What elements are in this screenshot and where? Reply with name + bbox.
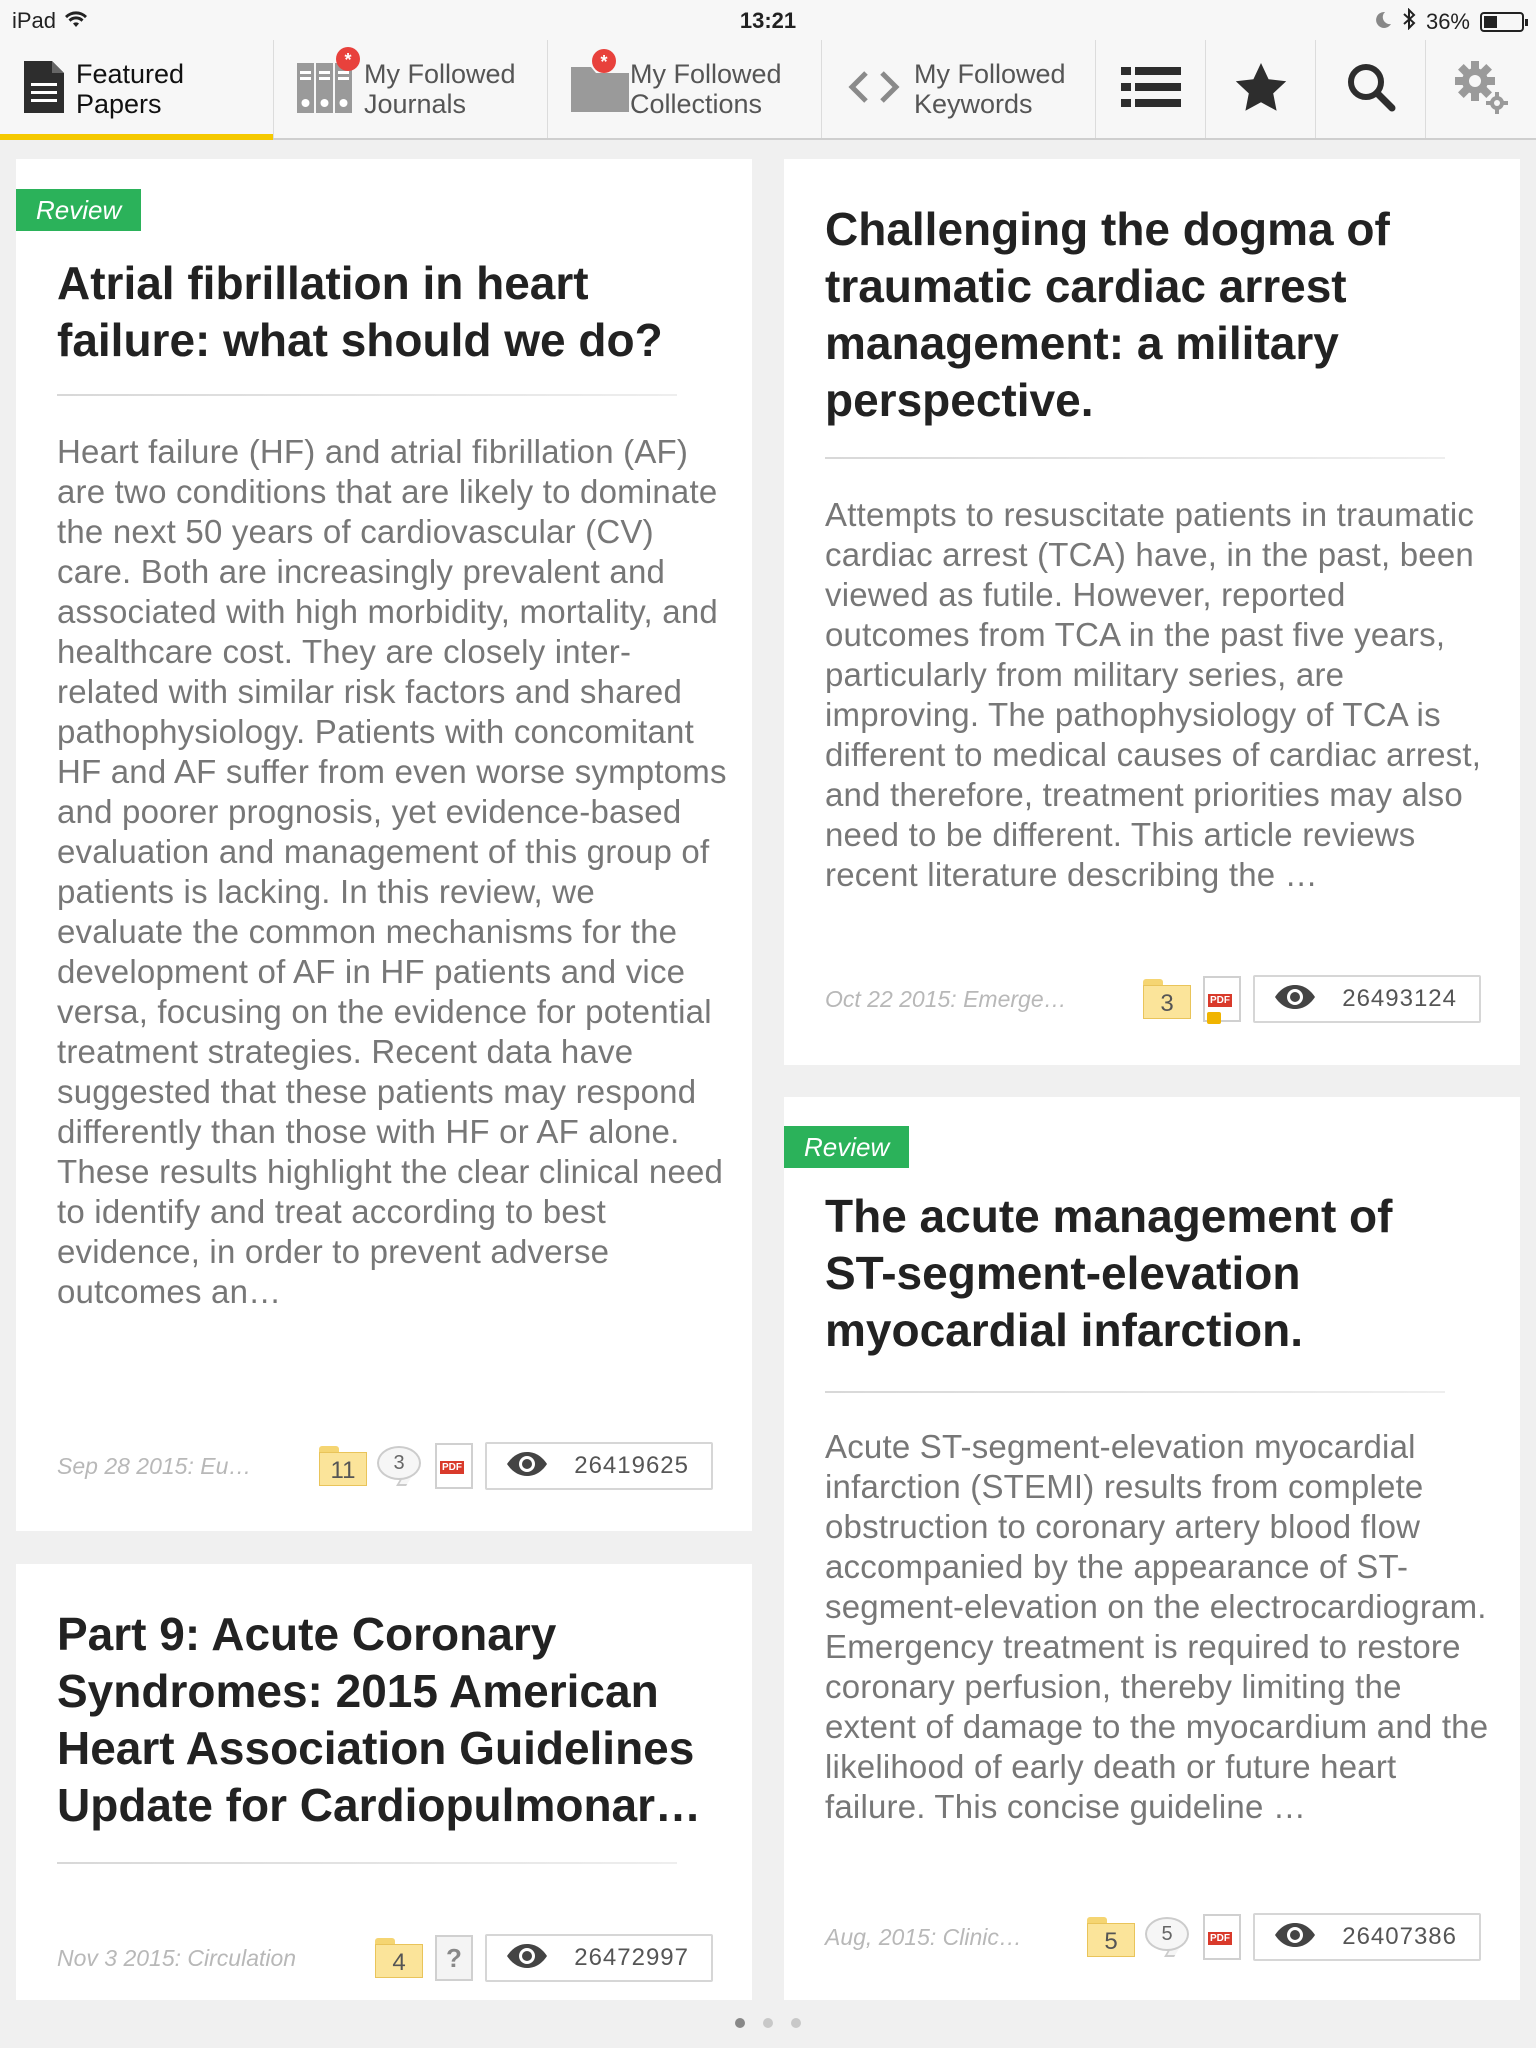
views-counter xyxy=(1253,1913,1481,1961)
pdf-icon[interactable]: PDF xyxy=(1203,1914,1241,1960)
favorites-button[interactable] xyxy=(1206,40,1316,138)
paper-title: The acute management of ST-segment-elevation myocardial infarction. xyxy=(825,1190,1393,1356)
tab-followed-journals[interactable] xyxy=(274,40,548,138)
bluetooth-icon xyxy=(1402,8,1416,36)
paper-title: Atrial fibrillation in heart failure: what should we do? xyxy=(57,257,663,366)
settings-icon xyxy=(1453,59,1509,120)
pdf-icon[interactable]: PDF xyxy=(435,1443,473,1489)
page-indicator[interactable] xyxy=(0,2018,1536,2028)
tab-label-line2: Keywords xyxy=(914,89,1033,119)
star-icon xyxy=(1234,61,1288,118)
tab-label-line1: Featured xyxy=(76,59,185,89)
views-counter xyxy=(1253,975,1481,1023)
document-icon xyxy=(22,59,66,120)
comments-count[interactable]: 5 xyxy=(1145,1917,1191,1957)
collections-count[interactable]: 11 xyxy=(319,1446,367,1486)
views-count: 26493124 xyxy=(1342,985,1457,1012)
tab-label-line1: My Followed xyxy=(364,59,516,89)
battery-level xyxy=(1484,16,1497,28)
paper-title: Part 9: Acute Coronary Syndromes: 2015 American Heart Association Guidelines Update for Cardiopulmonar… xyxy=(57,1608,702,1831)
notification-badge: * xyxy=(592,49,616,73)
tab-label-line2: Papers xyxy=(76,89,162,119)
divider xyxy=(57,1862,677,1864)
views-count: 26472997 xyxy=(574,1944,689,1971)
search-button[interactable] xyxy=(1316,40,1426,138)
list-icon xyxy=(1121,65,1181,114)
tab-label-line1: My Followed xyxy=(630,59,782,89)
paper-title: Challenging the dogma of traumatic cardiac arrest management: a military perspective. xyxy=(825,203,1390,426)
paper-card[interactable] xyxy=(16,159,752,1531)
top-navigation xyxy=(0,40,1536,140)
comments-count[interactable]: 3 xyxy=(377,1446,423,1486)
code-brackets-icon xyxy=(844,67,904,112)
lock-icon xyxy=(1207,1012,1221,1024)
page-dot[interactable] xyxy=(763,2018,773,2028)
search-icon xyxy=(1346,62,1396,117)
device-name: iPad xyxy=(12,8,57,33)
moon-icon xyxy=(1374,9,1392,35)
tab-followed-collections[interactable] xyxy=(548,40,822,138)
paper-abstract: Attempts to resuscitate patients in traumatic cardiac arrest (TCA) have, in the past, been viewed as futile. However, reported outcomes from TCA in the past five years, particularly from military series, are improving. The pathophysiology of TCA is different to medical causes of cardiac arrest, and therefore, treatment priorities may also need to be different. This article reviews recent literature describing the … xyxy=(825,496,1482,893)
settings-button[interactable] xyxy=(1426,40,1536,138)
views-counter xyxy=(485,1442,713,1490)
eye-icon xyxy=(1273,983,1317,1016)
paper-source: Sep 28 2015: Eu… xyxy=(57,1452,252,1479)
divider xyxy=(825,1391,1445,1393)
eye-icon xyxy=(505,1942,549,1975)
notification-badge: * xyxy=(336,47,360,71)
page-dot[interactable] xyxy=(735,2018,745,2028)
tab-followed-keywords[interactable] xyxy=(822,40,1096,138)
tab-label-line1: My Followed xyxy=(914,59,1066,89)
collections-count[interactable]: 3 xyxy=(1143,979,1191,1019)
tab-featured-papers[interactable] xyxy=(0,40,274,138)
battery-percent: 36% xyxy=(1425,9,1470,34)
paper-source: Oct 22 2015: Emerge… xyxy=(825,985,1067,1012)
paper-abstract: Heart failure (HF) and atrial fibrillation (AF) are two conditions that are likely to dominate the next 50 years of cardiovascular (CV) care. Both are increasingly prevalent and associated with high morbidity, mortality, and healthcare cost. They are closely inter-related with similar risk factors and shared pathophysiology. Patients with concomitant HF and AF suffer from even worse symptoms and poorer prognosis, yet evidence-based evaluation and management of this group of patients is lacking. In this review, we evaluate the common mechanisms for the development of AF in HF patients and vice versa, focusing on the evidence for potential treatment strategies. Recent data have suggested that these patients may respond differently than those with HF or AF alone. These results highlight the clear clinical need to identify and treat according to best evidence, in order to prevent adverse outcomes an… xyxy=(57,433,727,1310)
paper-abstract: Acute ST-segment-elevation myocardial infarction (STEMI) results from complete obstruction to coronary artery blood flow accompanied by the appearance of ST-segment-elevation on the electrocardiogram. Emergency treatment is required to restore coronary perfusion, thereby limiting the extent of damage to the myocardium and the likelihood of early death or future heart failure. This concise guideline … xyxy=(825,1428,1489,1825)
eye-icon xyxy=(505,1450,549,1483)
paper-card[interactable] xyxy=(784,1097,1520,2000)
journals-icon xyxy=(296,49,354,120)
paper-card[interactable] xyxy=(16,1564,752,2000)
battery-icon xyxy=(1480,12,1524,32)
tab-label-line2: Collections xyxy=(630,89,763,119)
views-count: 26407386 xyxy=(1342,1923,1457,1950)
tab-label-line2: Journals xyxy=(364,89,467,119)
views-count: 26419625 xyxy=(574,1452,689,1479)
eye-icon xyxy=(1273,1921,1317,1954)
list-view-button[interactable] xyxy=(1096,40,1206,138)
clock: 13:21 xyxy=(739,8,797,33)
paper-source: Aug, 2015: Clinic… xyxy=(825,1923,1022,1950)
collections-count[interactable]: 5 xyxy=(1087,1917,1135,1957)
paper-source: Nov 3 2015: Circulation xyxy=(57,1944,297,1971)
divider xyxy=(57,394,677,396)
unknown-status-icon[interactable]: ? xyxy=(435,1935,473,1981)
divider xyxy=(825,457,1445,459)
review-tag: Review xyxy=(16,189,141,231)
collections-count[interactable]: 4 xyxy=(375,1938,423,1978)
views-counter xyxy=(485,1934,713,1982)
folder-icon xyxy=(570,51,630,118)
paper-card[interactable] xyxy=(784,159,1520,1065)
status-bar xyxy=(0,0,1536,40)
review-tag: Review xyxy=(784,1126,909,1168)
page-dot[interactable] xyxy=(791,2018,801,2028)
pdf-locked-icon[interactable]: PDF xyxy=(1203,976,1241,1022)
